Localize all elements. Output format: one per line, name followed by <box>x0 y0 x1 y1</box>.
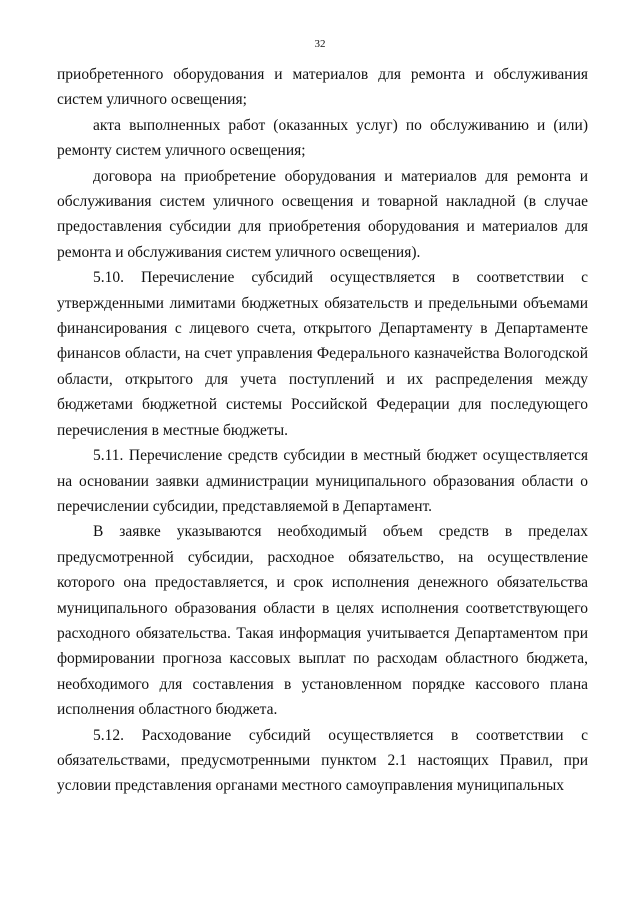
document-body <box>57 62 588 799</box>
paragraph-5-10: 5.10. Перечисление субсидий осуществляется в соответствии с утвержденными лимитами бюджетных обязательств и предельными объемами финансирования с лицевого счета, открытого Департаменту в Департаменте финансов области, на счет управления Федерального казначейства Вологодской области, открытого для учета поступлений и их распределения между бюджетами бюджетной системы Российской Федерации для последующего перечисления в местные бюджеты. <box>57 269 588 439</box>
paragraph-continuation: приобретенного оборудования и материалов для ремонта и обслуживания систем уличного освещения; <box>57 66 588 109</box>
paragraph-purchase-contract: договора на приобретение оборудования и материалов для ремонта и обслуживания систем уличного освещения и товарной накладной (в случае предоставления субсидии для приобретения оборудования и материалов для ремонта и обслуживания систем уличного освещения). <box>57 167 588 261</box>
paragraph-application-details: В заявке указываются необходимый объем средств в пределах предусмотренной субсидии, расходное обязательство, на осуществление которого она предоставляется, и срок исполнения денежного обязательства муниципального образования области в целях исполнения соответствующего расходного обязательства. Такая информация учитывается Департаментом при формировании прогноза кассовых выплат по расходам областного бюджета, необходимого для составления в установленном порядке кассового плана исполнения областного бюджета. <box>57 523 588 719</box>
paragraph-5-12: 5.12. Расходование субсидий осуществляется в соответствии с обязательствами, предусмотренными пунктом 2.1 настоящих Правил, при условии представления органами местного самоуправления муниципальных <box>57 726 588 795</box>
paragraph-act-of-work: акта выполненных работ (оказанных услуг) по обслуживанию и (или) ремонту систем уличного освещения; <box>57 116 588 160</box>
paragraph-5-11: 5.11. Перечисление средств субсидии в местный бюджет осуществляется на основании заявки администрации муниципального образования области о перечислении субсидии, представляемой в Департамент. <box>57 447 588 515</box>
page-number: 32 <box>314 38 326 50</box>
